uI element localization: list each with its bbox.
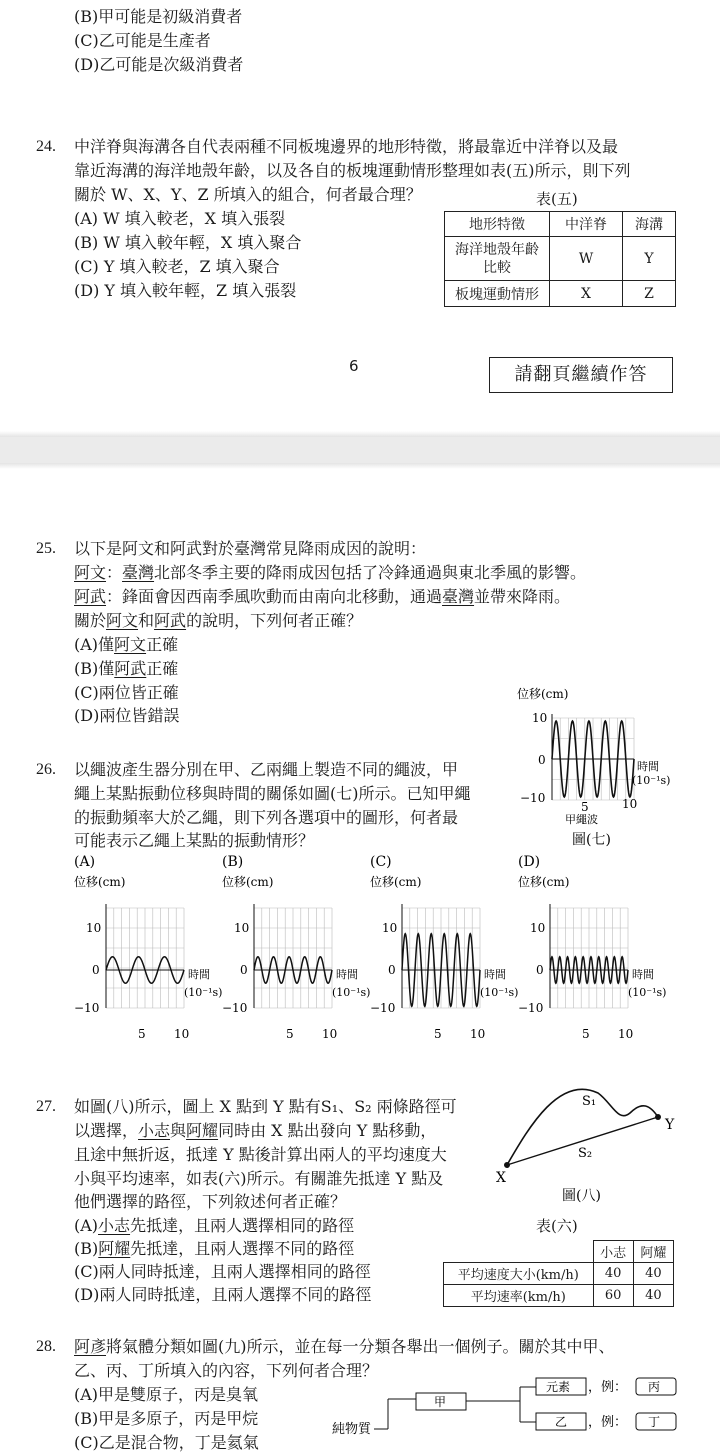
fig7-ylabel: 位移(cm) xyxy=(517,687,569,701)
y-tick-top: 10 xyxy=(86,921,102,935)
table-cell: X xyxy=(550,281,623,307)
table-header: 小志 xyxy=(593,1241,633,1263)
svg-text:，例：: ，例： xyxy=(588,1415,628,1430)
fig7-xunit: (10⁻¹s) xyxy=(632,774,671,787)
q24-table xyxy=(444,211,676,307)
y-tick-zero: 0 xyxy=(240,963,248,977)
fig8-title: 圖(八) xyxy=(562,1188,601,1204)
q24-stem-line2: 靠近海溝的海洋地殼年齡，以及各自的板塊運動情形整理如表(五)所示，則下列 xyxy=(74,161,631,180)
q27-option-a: (A)小志先抵達，且兩人選擇相同的路徑 xyxy=(74,1216,355,1235)
y-tick-bottom: −10 xyxy=(222,1001,248,1015)
q27-stem-line5: 他們選擇的路徑，下列敘述何者正確？ xyxy=(74,1192,347,1211)
continue-box: 請翻頁繼續作答 xyxy=(489,357,673,393)
label-x: X xyxy=(496,1170,506,1186)
table-cell: W xyxy=(550,237,623,281)
q27-stem-line3: 且途中無折返，抵達 Y 點後計算出兩人的平均速度大 xyxy=(74,1145,447,1164)
q24-option-a: (A) W 填入較老，X 填入張裂 xyxy=(74,209,286,228)
table-header: 海溝 xyxy=(623,212,676,237)
q27-table xyxy=(443,1240,674,1307)
q27-table-title: 表(六) xyxy=(536,1217,578,1235)
q28-option-b: (B)甲是多原子，丙是甲烷 xyxy=(74,1409,259,1428)
q24-table-title: 表(五) xyxy=(536,190,578,208)
q25-option-a: (A)僅阿文正確 xyxy=(74,635,179,654)
q26-stem-line1: 以繩波產生器分別在甲、乙兩繩上製造不同的繩波，甲 xyxy=(74,760,459,779)
table-cell: Y xyxy=(623,237,676,281)
table-cell: 平均速率(km/h) xyxy=(444,1285,594,1307)
axis-xlabel: 時間 xyxy=(336,968,358,981)
svg-text:元素: 元素 xyxy=(546,1380,571,1394)
y-tick-top: 10 xyxy=(382,921,398,935)
q27-option-d: (D)兩人同時抵達，且兩人選擇不同的路徑 xyxy=(74,1285,372,1304)
fig7-xlabel: 時間 xyxy=(637,760,659,773)
x-tick-end: 10 xyxy=(174,1027,190,1041)
figure-8-paths xyxy=(490,1075,690,1205)
table-header: 地形特徵 xyxy=(445,212,550,237)
q27-option-c: (C)兩人同時抵達，且兩人選擇相同的路徑 xyxy=(74,1262,371,1281)
fig7-y-zero: 0 xyxy=(538,753,546,767)
table-cell: 40 xyxy=(633,1285,673,1307)
y-tick-bottom: −10 xyxy=(370,1001,396,1015)
table-cell: 60 xyxy=(593,1285,633,1307)
q27-option-b: (B)阿耀先抵達，且兩人選擇不同的路徑 xyxy=(74,1239,355,1258)
q24-option-c: (C) Y 填入較老，Z 填入聚合 xyxy=(74,257,280,276)
x-tick-end: 10 xyxy=(470,1027,486,1041)
point-y xyxy=(655,1114,661,1120)
x-tick-mid: 5 xyxy=(138,1027,146,1041)
option-graph-c xyxy=(370,854,518,1041)
page-number: 6 xyxy=(349,357,359,375)
q28-stem-line2: 乙、丙、丁所填入的內容，下列何者合理？ xyxy=(74,1361,379,1380)
q25-number: 25. xyxy=(36,540,56,557)
q28-number: 28. xyxy=(36,1338,56,1355)
q28-option-c: (C)乙是混合物，丁是氦氣 xyxy=(74,1433,259,1452)
svg-text:丁: 丁 xyxy=(648,1415,661,1429)
table-cell: 40 xyxy=(593,1263,633,1285)
q28-option-a: (A)甲是雙原子，丙是臭氧 xyxy=(74,1385,259,1404)
axis-xunit: (10⁻¹s) xyxy=(480,986,519,999)
table-cell: 40 xyxy=(633,1263,673,1285)
axis-xlabel: 時間 xyxy=(632,968,654,981)
axis-ylabel: 位移(cm) xyxy=(370,875,422,889)
option-graph-a xyxy=(74,854,222,1041)
label-s1: S₁ xyxy=(582,1094,597,1109)
axis-ylabel: 位移(cm) xyxy=(74,875,126,889)
q25-stem: 以下是阿文和阿武對於臺灣常見降雨成因的說明： xyxy=(74,539,427,558)
svg-text:，例：: ，例： xyxy=(588,1380,628,1395)
option-label: (C) xyxy=(370,854,392,870)
q23-option-d: (D)乙可能是次級消費者 xyxy=(74,55,244,74)
option-label: (D) xyxy=(518,854,541,870)
point-x xyxy=(504,1162,510,1168)
table-cell: 海洋地殼年齡 比較 xyxy=(445,237,550,281)
page-gap xyxy=(0,437,720,463)
x-tick-end: 10 xyxy=(322,1027,338,1041)
axis-xlabel: 時間 xyxy=(188,968,210,981)
axis-xlabel: 時間 xyxy=(484,968,506,981)
table-cell: Z xyxy=(623,281,676,307)
node-pure-substance: 純物質 xyxy=(332,1422,372,1437)
q26-option-graphs xyxy=(70,852,710,1052)
fig7-x-end: 10 xyxy=(622,797,638,811)
svg-text:丙: 丙 xyxy=(648,1380,661,1394)
y-tick-top: 10 xyxy=(530,921,546,935)
q28-stem-line1: 阿彥將氣體分類如圖(九)所示，並在每一分類各舉出一個例子。關於其中甲、 xyxy=(74,1337,615,1356)
q26-stem-line2: 繩上某點振動位移與時間的關係如圖(七)所示。已知甲繩 xyxy=(74,784,471,803)
q27-stem-line4: 小與平均速率，如表(六)所示。有關誰先抵達 Y 點及 xyxy=(74,1169,444,1188)
y-tick-bottom: −10 xyxy=(74,1001,100,1015)
option-label: (A) xyxy=(74,854,96,870)
label-s2: S₂ xyxy=(578,1146,593,1161)
q27-stem-line1: 如圖(八)所示，圖上 X 點到 Y 點有S₁、S₂ 兩條路徑可 xyxy=(74,1097,457,1116)
option-label: (B) xyxy=(222,854,244,870)
q24-stem-line1: 中洋脊與海溝各自代表兩種不同板塊邊界的地形特徵，將最靠近中洋脊以及最 xyxy=(74,137,619,156)
q25-option-b: (B)僅阿武正確 xyxy=(74,659,179,678)
y-tick-bottom: −10 xyxy=(518,1001,544,1015)
fig7-y-top: 10 xyxy=(532,711,548,725)
label-y: Y xyxy=(665,1117,675,1133)
fig7-x-mid: 5 xyxy=(581,800,589,814)
table-cell: 平均速度大小(km/h) xyxy=(444,1263,594,1285)
x-tick-mid: 5 xyxy=(434,1027,442,1041)
q26-number: 26. xyxy=(36,761,56,778)
q24-stem-line3: 關於 W、X、Y、Z 所填入的組合，何者最合理？ xyxy=(74,185,422,204)
axis-ylabel: 位移(cm) xyxy=(518,875,570,889)
q26-stem-line4: 可能表示乙繩上某點的振動情形？ xyxy=(74,831,315,850)
q27-stem-line2: 以選擇，小志與阿耀同時由 X 點出發向 Y 點移動， xyxy=(74,1121,437,1140)
q23-option-b: (B)甲可能是初級消費者 xyxy=(74,7,243,26)
table-header: 中洋脊 xyxy=(550,212,623,237)
table-cell: 板塊運動情形 xyxy=(445,281,550,307)
q24-option-b: (B) W 填入較年輕，X 填入聚合 xyxy=(74,233,302,252)
x-tick-end: 10 xyxy=(618,1027,634,1041)
q23-option-c: (C)乙可能是生產者 xyxy=(74,31,211,50)
axis-ylabel: 位移(cm) xyxy=(222,875,274,889)
svg-text:乙: 乙 xyxy=(555,1415,568,1429)
fig7-title: 圖(七) xyxy=(572,832,611,848)
q25-option-c: (C)兩位皆正確 xyxy=(74,683,179,702)
q25-statement-wu: 阿武：鋒面會因西南季風吹動而由南向北移動，通過臺灣並帶來降雨。 xyxy=(74,587,571,606)
q26-stem-line3: 的振動頻率大於乙繩，則下列各選項中的圖形，何者最 xyxy=(74,808,459,827)
axis-xunit: (10⁻¹s) xyxy=(628,986,667,999)
fig7-y-bottom: −10 xyxy=(520,791,546,805)
figure-9-classification xyxy=(330,1375,690,1440)
y-tick-zero: 0 xyxy=(388,963,396,977)
y-tick-top: 10 xyxy=(234,921,250,935)
q24-option-d: (D) Y 填入較年輕，Z 填入張裂 xyxy=(74,281,297,300)
axis-xunit: (10⁻¹s) xyxy=(332,986,371,999)
q25-statement-wen: 阿文：臺灣北部冬季主要的降雨成因包括了冷鋒通過與東北季風的影響。 xyxy=(74,563,587,582)
q25-option-d: (D)兩位皆錯誤 xyxy=(74,706,180,725)
option-graph-d xyxy=(518,854,666,1041)
y-tick-zero: 0 xyxy=(536,963,544,977)
option-graph-b xyxy=(222,854,370,1041)
q25-question: 關於阿文和阿武的說明，下列何者正確？ xyxy=(74,611,363,630)
axis-xunit: (10⁻¹s) xyxy=(184,986,223,999)
svg-text:甲: 甲 xyxy=(434,1395,447,1409)
x-tick-mid: 5 xyxy=(286,1027,294,1041)
table-header: 阿耀 xyxy=(633,1241,673,1263)
figure-7-wave-graph xyxy=(510,682,690,852)
q24-number: 24. xyxy=(36,138,56,155)
q27-number: 27. xyxy=(36,1098,56,1115)
x-tick-mid: 5 xyxy=(582,1027,590,1041)
y-tick-zero: 0 xyxy=(92,963,100,977)
fig7-subtitle: 甲繩波 xyxy=(565,813,598,826)
